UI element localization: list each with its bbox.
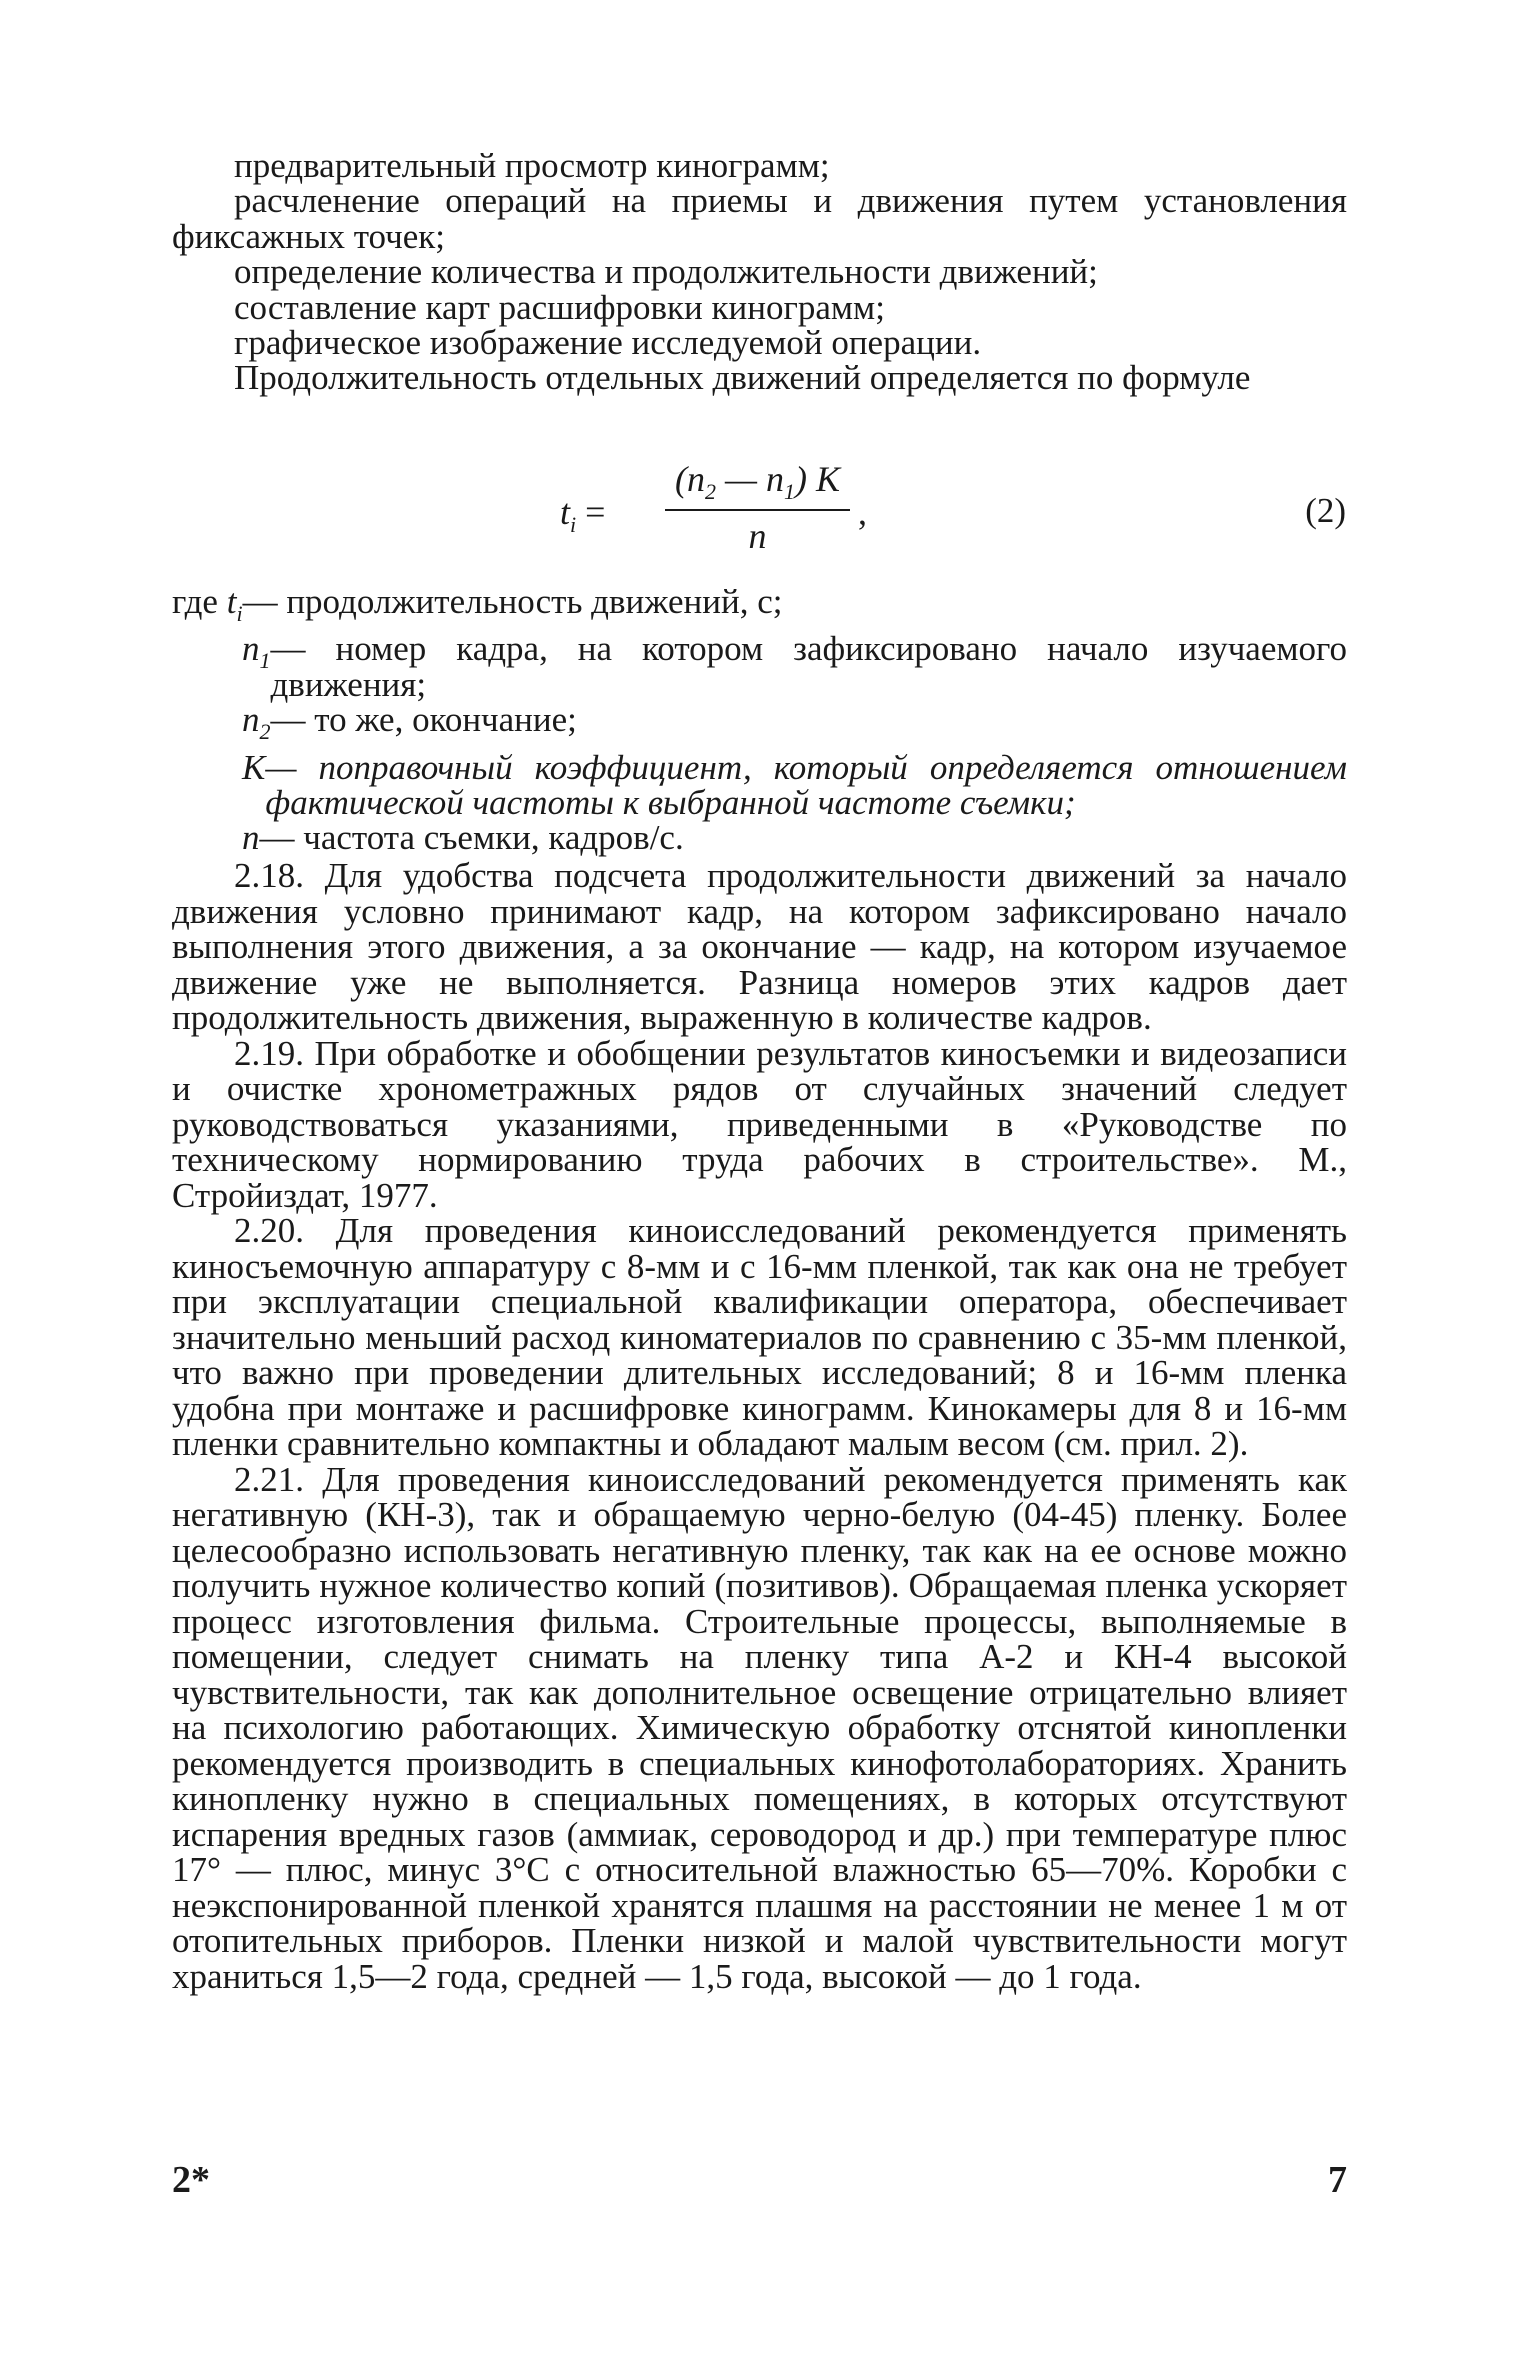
signature-mark: 2* — [172, 2159, 210, 2201]
formula-numerator: ($n_2$ — $n_1$) K — [665, 458, 850, 511]
definition-row — [172, 584, 1347, 631]
main-text — [172, 858, 1347, 1994]
paragraph-2-18: 2.18. Для удобства подсчета продолжительности движений за начало движения условно принимают кадр, на котором зафиксировано начало выполнения этого движения, а за окончание — кадр, на котором изучаемое движение уже не выполняется. Разница номеров этих кадров дает продолжительность движения, выраженную в количестве кадров. — [172, 856, 1347, 1037]
definition-text: — номер кадра, на котором зафиксировано начало изучаемого движения; — [270, 629, 1347, 704]
operations-list — [172, 148, 1347, 396]
definition-text: — поправочный коэффициент, который определяется отношением фактической частоты к выбранной частоте съемки; — [265, 747, 1347, 823]
list-item: определение количества и продолжительности движений; — [234, 252, 1098, 292]
list-item: составление карт расшифровки кинограмм; — [234, 287, 885, 327]
paragraph-2-20: 2.20. Для проведения киноисследований рекомендуется применять киносъемочную аппаратуру с 8-мм и с 16-мм пленкой, так как она не требует при эксплуатации специальной квалификации оператора, обеспечивает значительно меньший расход киноматериалов по сравнению с 35-мм пленкой, что важно при проведении длительных исследований; 8 и 16-мм пленка удобна при монтаже и расшифровке кинограмм. Кинокамеры для 8 и 16-мм пленки сравнительно компактны и обладают малым весом (см. прил. 2). — [172, 1211, 1347, 1463]
formula-lhs: $t_i$ = — [560, 492, 606, 538]
list-item: расчленение операций на приемы и движения путем установления фиксажных точек; — [172, 181, 1347, 256]
definition-symbol: $n_1$ — [242, 629, 271, 674]
list-item: предварительный просмотр кинограмм; — [234, 146, 830, 185]
definition-symbol: K — [242, 747, 266, 787]
definition-symbol: n — [242, 818, 260, 858]
paragraph-2-21: 2.21. Для проведения киноисследований рекомендуется применять как негативную (КН-3), так и обращаемую черно-белую (04-45) пленку. Более целесообразно использовать негативную пленку, так как на ее основе можно получить нужное количество копий (позитивов). Обращаемая пленка ускоряет процесс изготовления фильма. Строительные процессы, выполняемые в помещении, следует снимать на пленку типа А-2 и КН-4 высокой чувствительности, так как дополнительное освещение отрицательно влияет на психологию работающих. Химическую обработку отснятой кинопленки рекомендуется производить в специальных кинофотолабораториях. Хранить кинопленку нужно в специальных помещениях, в которых отсутствуют испарения вредных газов (аммиак, сероводород и др.) при температуре плюс 17° — плюс, минус 3°С с относительной влажностью 65—70%. Коробки с неэкспонированной пленкой хранятся плашмя на расстоянии не менее 1 м от отопительных приборов. Пленки низкой и малой чувствительности могут храниться 1,5—2 года, средней — 1,5 года, высокой — до 1 года. — [172, 1459, 1347, 1996]
definition-text: — продолжительность движений, с; — [242, 582, 783, 621]
definition-row — [172, 631, 1347, 702]
formula-number: (2) — [1305, 491, 1346, 530]
definitions — [172, 584, 1347, 856]
definition-row — [172, 818, 1347, 858]
formula-intro: Продолжительность отдельных движений определяется по формуле — [234, 358, 1251, 398]
definition-symbol: $t_i$ — [226, 582, 243, 626]
page-number: 7 — [1328, 2159, 1347, 2201]
formula-2 — [560, 458, 1360, 558]
paragraph-2-19: 2.19. При обработке и обобщении результатов киносъемки и видеозаписи и очистке хронометражных рядов от случайных значений следует руководствоваться указаниями, приведенными в «Руководстве по техническому нормированию труда рабочих в строительстве». М., Стройиздат, 1977. — [172, 1033, 1347, 1215]
definition-row — [172, 747, 1347, 823]
definition-text: — частота съемки, кадров/с. — [259, 818, 684, 858]
definition-row — [172, 702, 1347, 749]
formula-comma: , — [858, 492, 867, 532]
formula-fraction — [665, 458, 850, 557]
formula-denominator: n — [748, 516, 767, 557]
where-label: где — [172, 582, 218, 621]
definition-symbol: $n_2$ — [242, 700, 271, 745]
definition-text: — то же, окончание; — [270, 700, 577, 740]
list-item: графическое изображение исследуемой операции. — [234, 323, 982, 363]
